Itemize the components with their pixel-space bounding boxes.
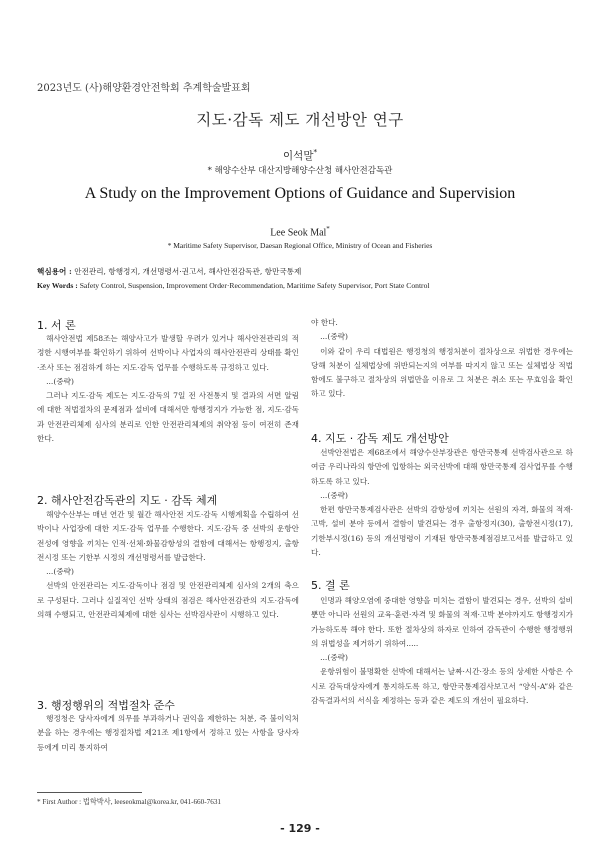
paragraph: 선박의 안전관리는 지도·감독이나 점검 및 안전관리체제 심사의 2개의 축으로 구성된다. 그러나 실질적인 선박 상태의 점검은 해사안전감관의 지도·감독에 의해 수행되고, 안전관리체제에 대한 심사는 선박검사관이 시행하고 있다. [37, 581, 299, 620]
omission-note: ...(중략) [320, 332, 348, 342]
paragraph: 야 한다. [311, 318, 338, 327]
paragraph: 선박안전법은 제68조에서 해양수산부장관은 항만국통제 선박검사관으로 하여금 우리나라의 항만에 입항하는 외국선박에 대해 항만국통제 검사업무를 수행하도록 하고 있다. [311, 448, 573, 486]
affiliation-korean: * 해양수산부 대산지방해양수산청 해사안전감독관 [207, 166, 393, 176]
omission-note: ...(중략) [46, 376, 74, 386]
keywords-english-label: Key Words : [37, 281, 78, 290]
page-number: - 129 - [280, 822, 320, 835]
paragraph: 행정청은 당사자에게 의무를 부과하거나 권익을 제한하는 처분, 즉 불이익처분을 하는 경우에는 행정절차법 제21조 제1항에서 정하고 있는 사항을 당사자등에게 미리 통지하여 [37, 714, 299, 752]
omission-note: ...(중략) [320, 490, 348, 500]
author-korean-mark: * [313, 148, 317, 157]
footnote-divider [37, 792, 142, 793]
paragraph: 한편 항만국통제검사관은 선박의 감항성에 끼치는 선원의 자격, 화물의 적재·고박, 설비 분야 등에서 결함이 발견되는 경우 출항정지(30), 출항전시정(17), 기한부시정(16) 등의 개선명령이 기재된 항만국통제점검보고서를 발급하고 있다. [311, 505, 573, 558]
author-english-name: Lee Seok Mal [270, 227, 327, 239]
author-korean [0, 148, 600, 163]
keywords-korean-label: 핵심용어 : [37, 267, 72, 276]
keywords-korean [37, 266, 301, 277]
paragraph: 이와 같이 우리 대법원은 행정청의 행정처분이 절차상으로 위법한 경우에는 당해 처분이 실체법상에 위반되는지의 여부를 따지지 않고 또는 실체법상 적법함에도 불구하고 절차상의 위법만을 이유로 그 처분은 취소 또는 무효임을 확인하고 있다. [311, 346, 573, 399]
footnote: * First Author : 법학박사, leeseokmal@korea.kr, 041-660-7631 [37, 798, 222, 806]
paragraph: 인명과 해양오염에 중대한 영향을 미치는 결함이 발견되는 경우, 선박의 설비뿐만 아니라 선원의 교육·훈련·자격 및 화물의 적재·고박 분야까지도 항행정지가 가능하도록 해야 한다. 또한 절차상의 하자로 인하여 감독관이 수행한 행정행위의 위법성을 제거하기 위하여..... [311, 596, 573, 648]
paragraph: 해양수산부는 매년 연간 및 월간 해사안전 지도·감독 시행계획을 수립하여 선박이나 사업장에 대한 지도·감독 업무를 수행한다. 지도·감독 중 선박의 운항안전성에 영향을 끼치는 인적·선체·화물감항성의 결함에 대해서는 항행정지, 출항전시정 또는 기한부 시정의 개선명령서를 발급한다. [37, 510, 299, 562]
author-english [0, 225, 600, 238]
keywords-english-text: Safety Control, Suspension, Improvement Order·Recommendation, Maritime Safety Supervisor, Port State Control [77, 281, 430, 290]
section-4-body [311, 446, 573, 560]
keywords-english [37, 281, 430, 290]
conference-header: 2023년도 (사)해양환경안전학회 추계학술발표회 [37, 83, 251, 94]
section-5-body [311, 594, 573, 708]
section-2-body [37, 508, 299, 622]
section-4-heading: 4. 지도 · 감독 제도 개선방안 [311, 432, 449, 445]
paragraph: 운항위험이 불명확한 선박에 대해서는 날짜·시간·장소 등의 상세한 사항은 수시로 감독대상자에게 통지하도록 하고, 항만국통제검사보고서 “양식-A”와 같은 감독결과서의 서식을 제정하는 등과 같은 제도의 개선이 필요하다. [311, 667, 573, 706]
keywords-korean-text: 안전관리, 항행정지, 개선명령서·권고서, 해사안전감독관, 항만국통제 [71, 267, 302, 276]
section-1-heading: 1. 서 론 [37, 319, 76, 332]
paragraph: 해사안전법 제58조는 해양사고가 발생할 우려가 있거나 해사안전관리의 적정한 시행여부를 확인하기 위하여 선박이나 사업자의 해사안전관리 상태를 확인·조사 또는 점검하게 하는 지도·감독 업무를 수행하도록 규정하고 있다. [37, 334, 299, 372]
author-english-mark: * [326, 225, 330, 233]
section-3-heading: 3. 행정행위의 적법절차 준수 [37, 699, 175, 712]
section-2-heading: 2. 해사안전감독관의 지도 · 감독 체계 [37, 494, 218, 507]
section-1-body [37, 332, 299, 446]
section-3-body [37, 712, 299, 755]
title-korean: 지도·감독 제도 개선방안 연구 [196, 111, 404, 129]
section-3-continued [311, 316, 573, 402]
title-english: A Study on the Improvement Options of Guidance and Supervision [84, 185, 516, 202]
paragraph: 그러나 지도·감독 제도는 지도·감독의 7일 전 사전통지 및 결과의 서면 알림에 대한 적법절차의 문제점과 설비에 대해서만 항행정지가 가능한 점, 지도·감독과 안전관리체제 심사의 분리로 인한 안전관리체제의 취약점 등이 여전히 존재한다. [37, 391, 299, 444]
omission-note: ...(중략) [320, 653, 348, 663]
affiliation-english: * Maritime Safety Supervisor, Daesan Regional Office, Ministry of Ocean and Fisheries [167, 241, 433, 250]
author-korean-name: 이석말 [283, 150, 314, 162]
section-5-heading: 5. 결 론 [311, 579, 350, 592]
omission-note: ...(중략) [46, 567, 74, 577]
